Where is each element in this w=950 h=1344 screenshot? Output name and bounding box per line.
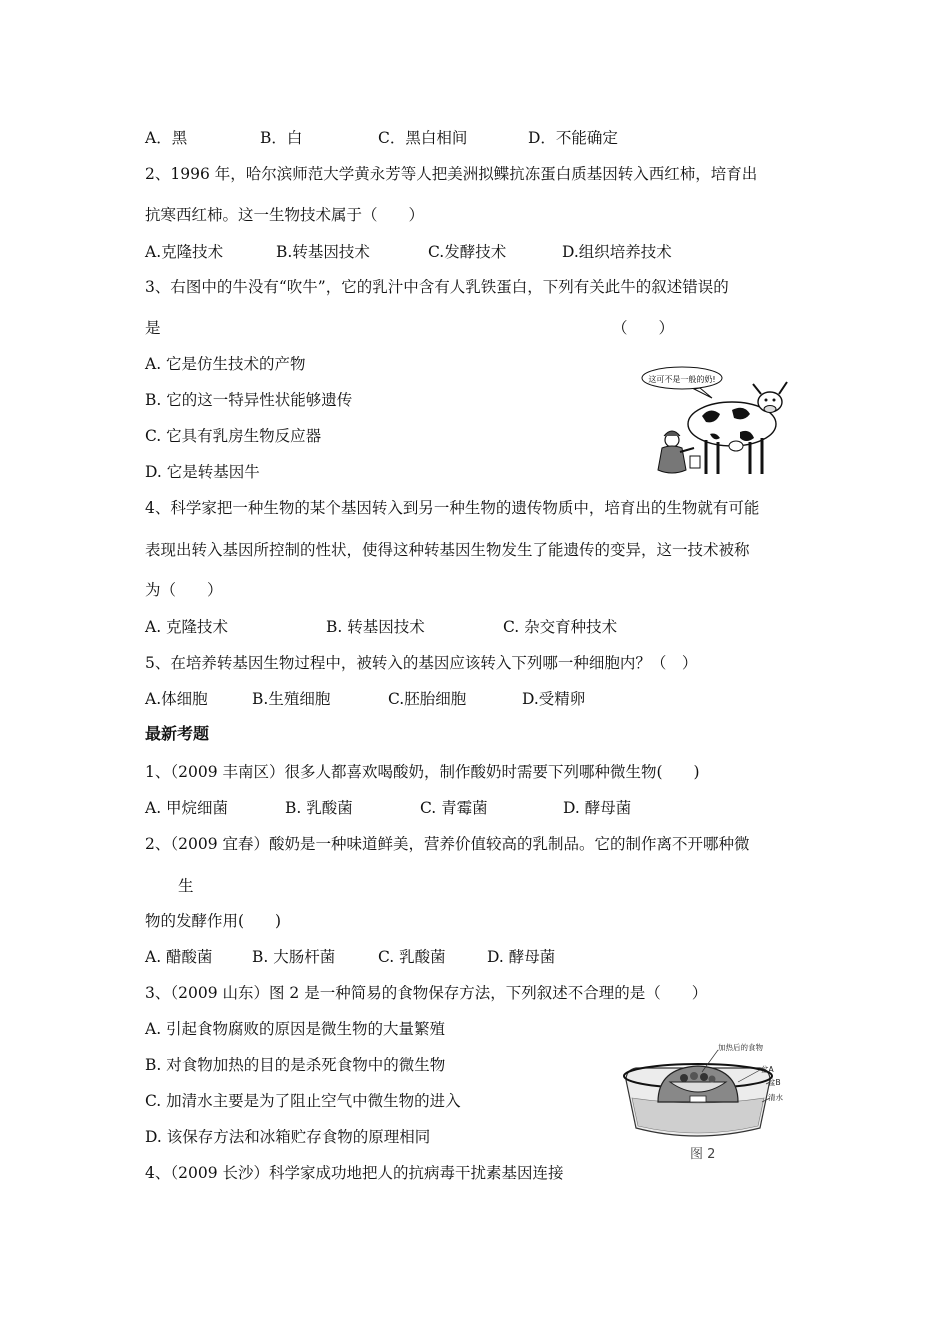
- q5-option-a: A.体细胞: [145, 690, 208, 708]
- n1-option-b: B. 乳酸菌: [285, 799, 353, 817]
- n2-option-b: B. 大肠杆菌: [252, 948, 336, 966]
- q2-option-d: D.组织培养技术: [562, 243, 672, 261]
- q4-option-c: C. 杂交育种技术: [503, 618, 618, 636]
- q5-option-d: D.受精卵: [522, 690, 586, 708]
- n1-option-a: A. 甲烷细菌: [145, 799, 229, 817]
- figure-label-water: 清水: [768, 1093, 783, 1102]
- q1-option-a: A．黑: [145, 129, 188, 147]
- q3-answer-bracket: （ ）: [612, 319, 675, 337]
- section-title: 最新考题: [145, 724, 210, 743]
- figure-label-food: 加热后的食物: [718, 1043, 763, 1052]
- n1-option-c: C. 青霉菌: [420, 799, 488, 817]
- n2-stem-line2: 生: [178, 877, 194, 895]
- q5-option-c: C.胚胎细胞: [388, 690, 467, 708]
- figure-label-basin-a: 盆A: [761, 1065, 774, 1074]
- q2-stem-line2: 抗寒西红柿。这一生物技术属于（ ）: [145, 206, 425, 224]
- q2-stem-line1: 2、1996 年，哈尔滨师范大学黄永芳等人把美洲拟鲽抗冻蛋白质基因转入西红柿，培育出: [145, 165, 758, 183]
- q4-stem-line2: 表现出转入基因所控制的性状，使得这种转基因生物发生了能遗传的变异，这一技术被称: [145, 541, 750, 559]
- q4-option-a: A. 克隆技术: [145, 618, 229, 636]
- n3-option-c: C. 加清水主要是为了阻止空气中微生物的进入: [145, 1092, 461, 1110]
- n4-stem: 4、（2009 长沙）科学家成功地把人的抗病毒干扰素基因连接: [145, 1164, 564, 1182]
- q1-option-c: C．黑白相间: [378, 129, 468, 147]
- q5-option-b: B.生殖细胞: [252, 690, 331, 708]
- n2-option-d: D. 酵母菌: [487, 948, 556, 966]
- n2-option-a: A. 醋酸菌: [145, 948, 213, 966]
- n2-stem-line1: 2、（2009 宜春）酸奶是一种味道鲜美，营养价值较高的乳制品。它的制作离不开哪种微: [145, 835, 750, 853]
- q3-option-b: B. 它的这一特异性状能够遗传: [145, 391, 353, 409]
- n1-stem: 1、（2009 丰南区）很多人都喜欢喝酸奶，制作酸奶时需要下列哪种微生物( ): [145, 763, 700, 781]
- q3-option-a: A. 它是仿生技术的产物: [145, 355, 306, 373]
- food-preservation-figure: [618, 1042, 788, 1172]
- n3-option-a: A. 引起食物腐败的原因是微生物的大量繁殖: [145, 1020, 446, 1038]
- q4-option-b: B. 转基因技术: [326, 618, 425, 636]
- cow-speech-bubble: 这可不是一般的奶!: [648, 375, 716, 384]
- q2-option-a: A.克隆技术: [145, 243, 224, 261]
- q3-option-c: C. 它具有乳房生物反应器: [145, 427, 322, 445]
- cow-milking-figure: [640, 364, 790, 484]
- n3-option-b: B. 对食物加热的目的是杀死食物中的微生物: [145, 1056, 446, 1074]
- q3-stem-line2: 是: [145, 319, 161, 337]
- q2-option-b: B.转基因技术: [276, 243, 370, 261]
- n2-option-c: C. 乳酸菌: [378, 948, 446, 966]
- n1-option-d: D. 酵母菌: [563, 799, 632, 817]
- figure-caption: 图 2: [690, 1147, 716, 1162]
- n3-stem: 3、（2009 山东）图 2 是一种简易的食物保存方法，下列叙述不合理的是（ ）: [145, 984, 708, 1002]
- q4-stem-line3: 为（ ）: [145, 581, 223, 599]
- q2-option-c: C.发酵技术: [428, 243, 507, 261]
- q1-option-b: B．白: [260, 129, 303, 147]
- q3-stem-line1: 3、右图中的牛没有“吹牛”，它的乳汁中含有人乳铁蛋白，下列有关此牛的叙述错误的: [145, 278, 729, 296]
- q3-option-d: D. 它是转基因牛: [145, 463, 260, 481]
- figure-label-basin-b: 盆B: [768, 1078, 781, 1087]
- q4-stem-line1: 4、科学家把一种生物的某个基因转入到另一种生物的遗传物质中，培育出的生物就有可能: [145, 499, 760, 517]
- n3-option-d: D. 该保存方法和冰箱贮存食物的原理相同: [145, 1128, 431, 1146]
- q5-stem: 5、在培养转基因生物过程中，被转入的基因应该转入下列哪一种细胞内？（ ）: [145, 654, 698, 672]
- q1-option-d: D．不能确定: [528, 129, 618, 147]
- n2-stem-line3: 物的发酵作用( ): [145, 912, 282, 930]
